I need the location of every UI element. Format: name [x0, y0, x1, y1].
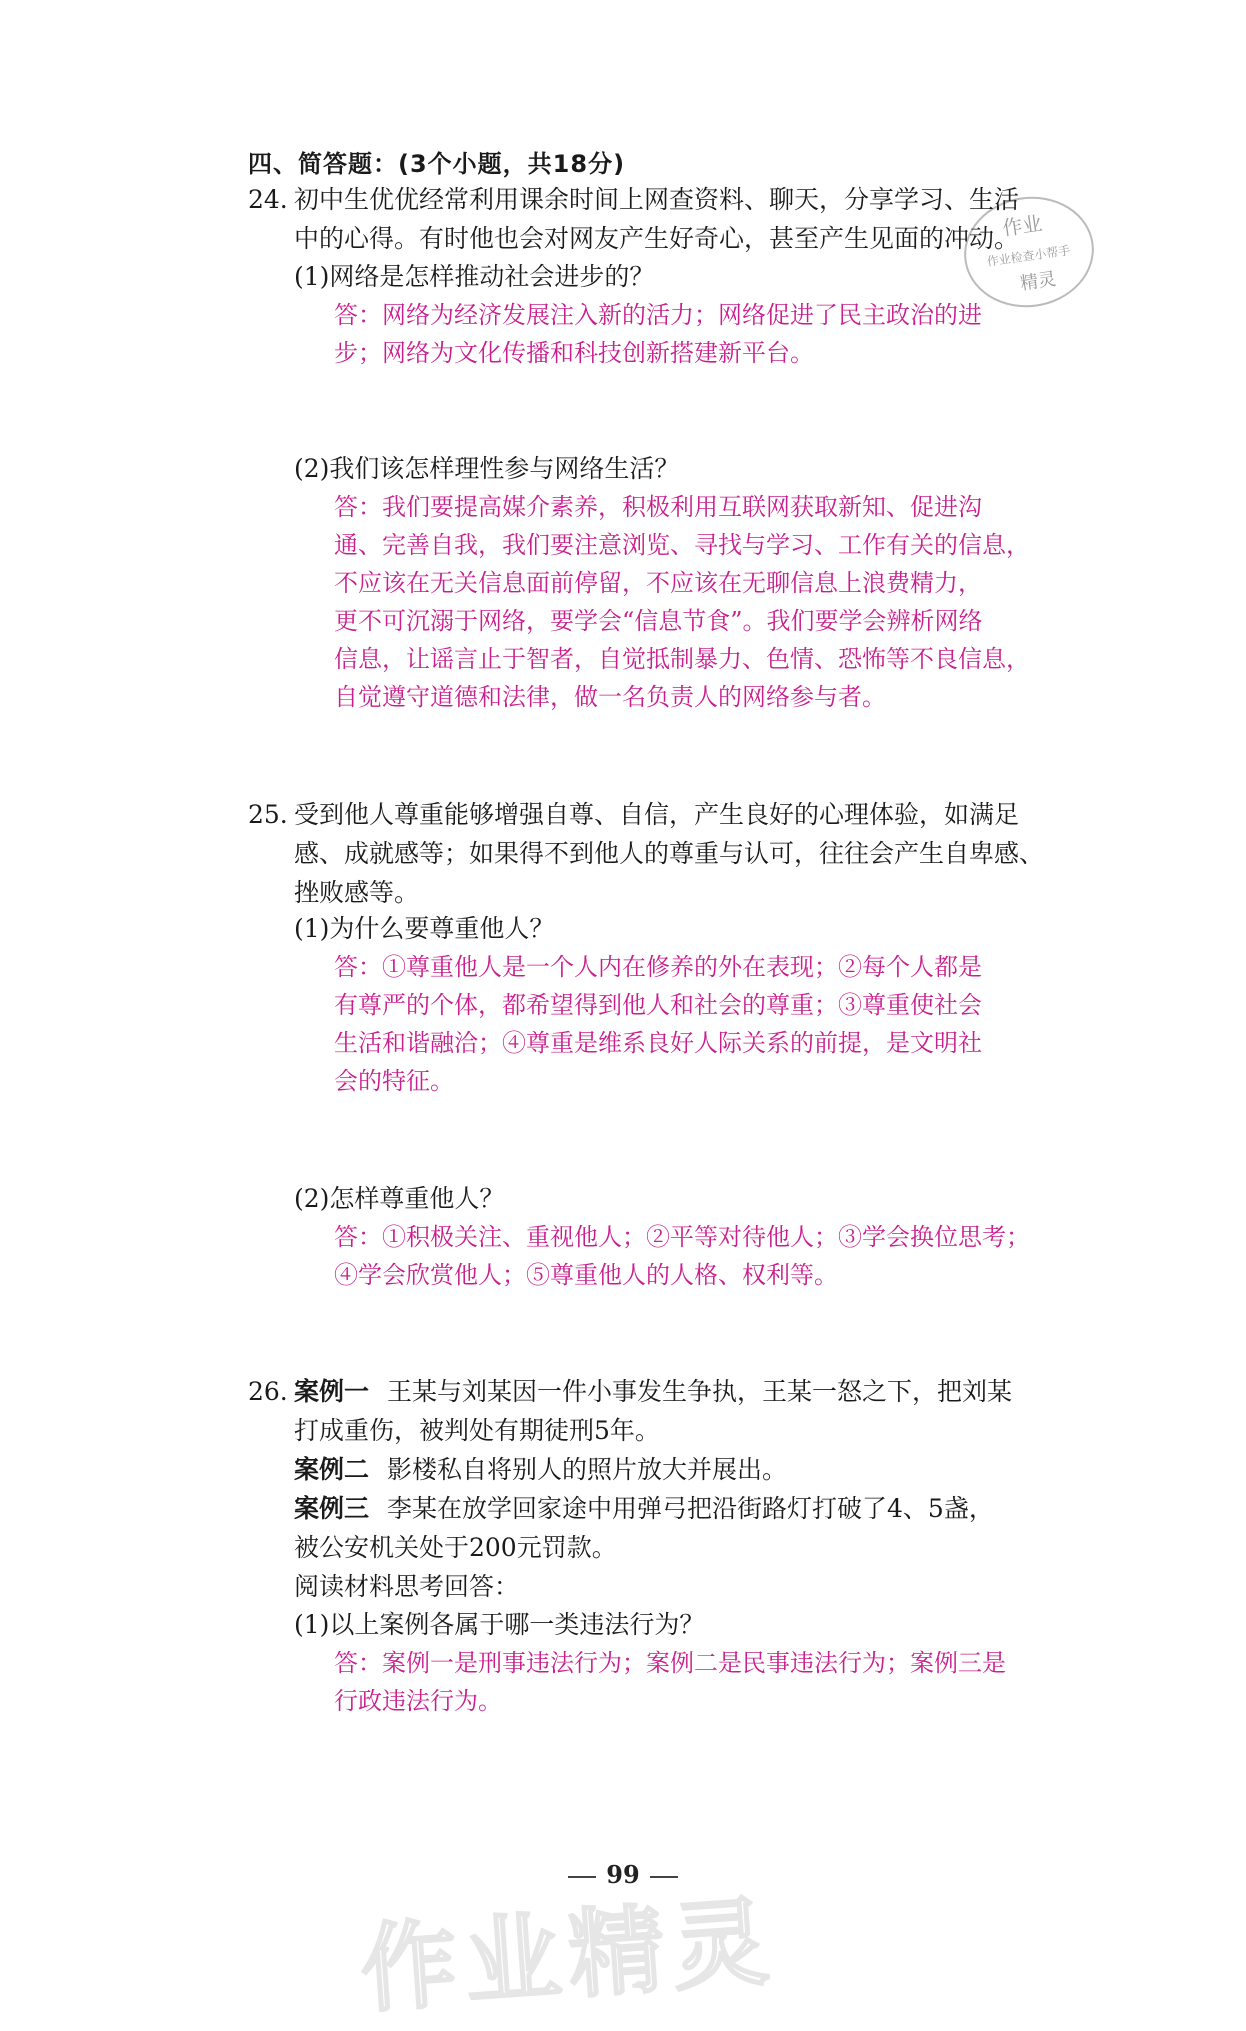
answer-25-1	[334, 948, 982, 1100]
case-label: 案例二	[294, 1455, 370, 1484]
answer-24-1	[334, 296, 982, 372]
case-text-line: 李某在放学回家途中用弹弓把沿街路灯打破了4、5盏，	[387, 1494, 994, 1523]
answer-26-1	[334, 1644, 1006, 1720]
section-title: 四、简答题：(3个小题，共18分)	[248, 150, 626, 178]
answer-line: 行政违法行为。	[334, 1687, 502, 1715]
answer-line: 答：网络为经济发展注入新的活力；网络促进了民主政治的进	[334, 301, 982, 329]
svg-text:作业: 作业	[1000, 211, 1044, 241]
case-label: 案例三	[294, 1494, 370, 1523]
answer-line: 信息，让谣言止于智者，自觉抵制暴力、色情、恐怖等不良信息，	[334, 645, 1030, 673]
answer-line: 步；网络为文化传播和科技创新搭建新平台。	[334, 339, 814, 367]
answer-line: 通、完善自我，我们要注意浏览、寻找与学习、工作有关的信息，	[334, 531, 1030, 559]
question-stem-line: 中的心得。有时他也会对网友产生好奇心，甚至产生见面的冲动。	[294, 224, 1020, 253]
sub-question-25-1: (1)为什么要尊重他人？	[294, 914, 555, 943]
answer-24-2	[334, 488, 1030, 716]
case-text-line: 被公安机关处于200元罚款。	[294, 1533, 617, 1562]
question-26	[248, 1372, 1012, 1606]
answer-line: 有尊严的个体，都希望得到他人和社会的尊重；③尊重使社会	[334, 991, 982, 1019]
case-text-line: 影楼私自将别人的照片放大并展出。	[387, 1455, 788, 1484]
answer-line: ④学会欣赏他人；⑤尊重他人的人格、权利等。	[334, 1261, 838, 1289]
sub-question-24-1: (1)网络是怎样推动社会进步的？	[294, 262, 655, 291]
question-number: 25.	[248, 800, 288, 829]
answer-line: 更不可沉溺于网络，要学会“信息节食”。我们要学会辨析网络	[334, 607, 983, 635]
answer-line: 自觉遵守道德和法律，做一名负责人的网络参与者。	[334, 683, 886, 711]
answer-line: 答：我们要提高媒介素养，积极利用互联网获取新知、促进沟	[334, 493, 982, 521]
question-stem-line: 挫败感等。	[294, 878, 420, 907]
case-text-line: 打成重伤，被判处有期徒刑5年。	[294, 1416, 660, 1445]
svg-text:精灵: 精灵	[1018, 268, 1058, 295]
answer-line: 不应该在无关信息面前停留，不应该在无聊信息上浪费精力，	[334, 569, 982, 597]
answer-line: 答：①尊重他人是一个人内在修养的外在表现；②每个人都是	[334, 953, 982, 981]
question-25	[248, 795, 1044, 912]
answer-line: 答：①积极关注、重视他人；②平等对待他人；③学会换位思考；	[334, 1223, 1030, 1251]
question-stem-line: 初中生优优经常利用课余时间上网查资料、聊天，分享学习、生活	[294, 185, 1020, 214]
question-number: 26.	[248, 1377, 288, 1406]
answer-25-2	[334, 1218, 1030, 1294]
answer-line: 会的特征。	[334, 1067, 454, 1095]
reading-prompt: 阅读材料思考回答：	[294, 1572, 520, 1601]
answer-line: 生活和谐融洽；④尊重是维系良好人际关系的前提，是文明社	[334, 1029, 982, 1057]
sub-question-26-1: (1)以上案例各属于哪一类违法行为？	[294, 1610, 705, 1639]
case-label: 案例一	[294, 1377, 370, 1406]
svg-text:作业检查小帮手: 作业检查小帮手	[985, 243, 1072, 269]
question-number: 24.	[248, 185, 288, 214]
page-number-text: 99	[606, 1860, 640, 1889]
question-24	[248, 180, 1019, 258]
question-stem-line: 感、成就感等；如果得不到他人的尊重与认可，往往会产生自卑感、	[294, 839, 1045, 868]
answer-line: 答：案例一是刑事违法行为；案例二是民事违法行为；案例三是	[334, 1649, 1006, 1677]
case-text-line: 王某与刘某因一件小事发生争执，王某一怒之下，把刘某	[387, 1377, 1013, 1406]
watermark-logo: 作业精灵	[357, 1885, 780, 2027]
question-stem-line: 受到他人尊重能够增强自尊、自信，产生良好的心理体验，如满足	[294, 800, 1020, 829]
sub-question-25-2: (2)怎样尊重他人？	[294, 1184, 505, 1213]
sub-question-24-2: (2)我们该怎样理性参与网络生活？	[294, 454, 680, 483]
